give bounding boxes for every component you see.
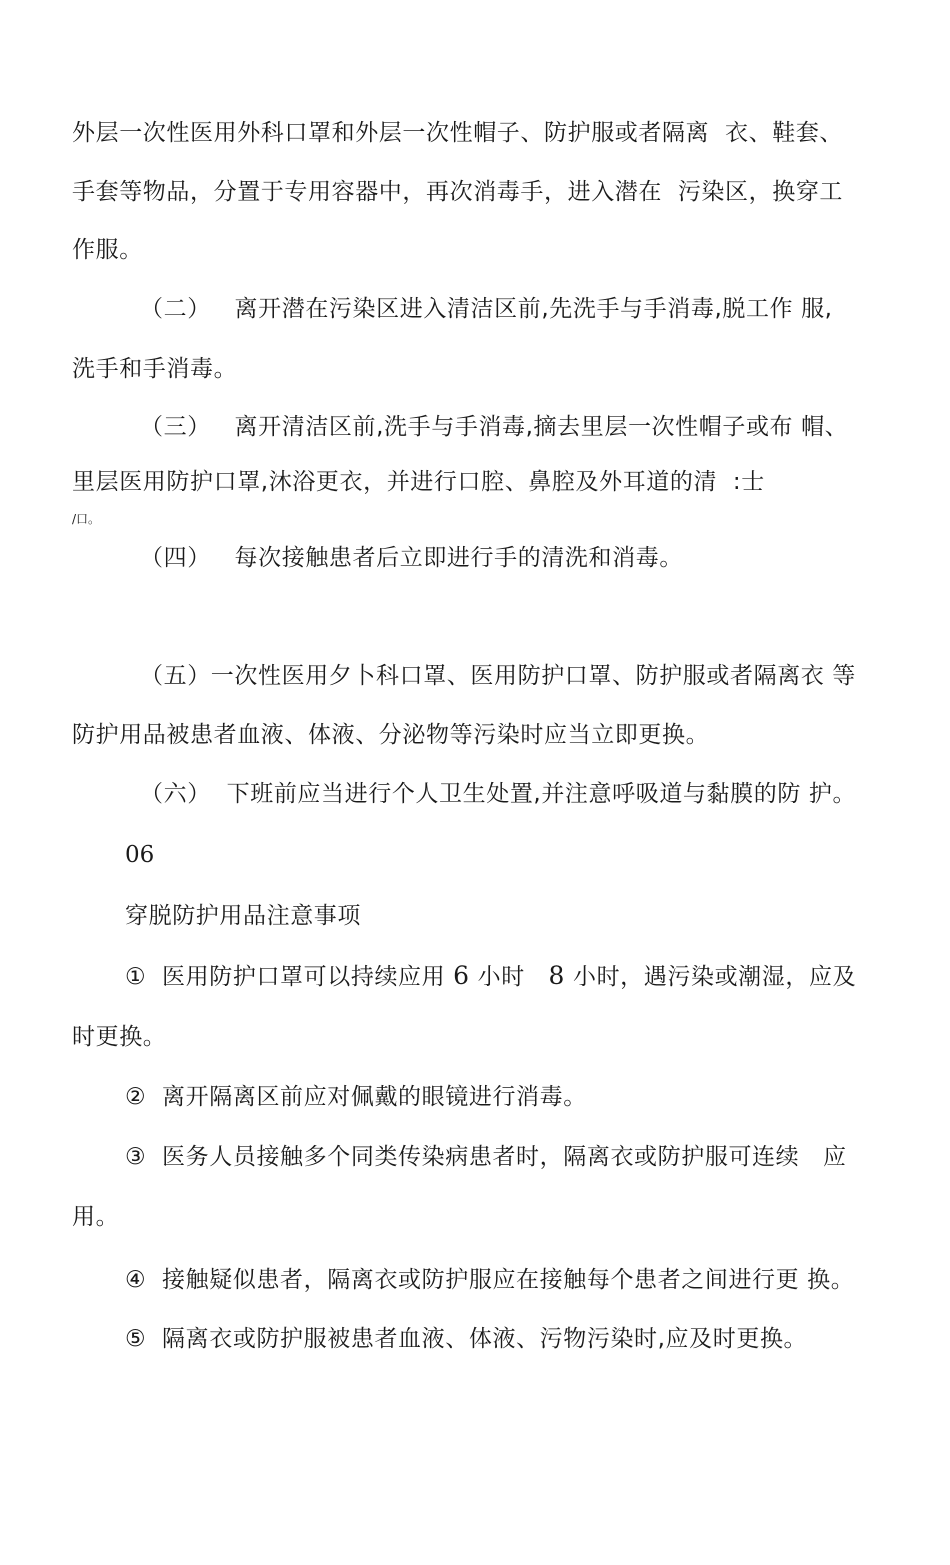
paragraph-2-line-1: （二） 离开潜在污染区进入清洁区前,先洗手与手消毒,脱工作 服, [140, 296, 833, 322]
note-1-line-1 [125, 961, 856, 991]
note-3-line-1: ③ 医务人员接触多个同类传染病患者时，隔离衣或防护服可连续 应 [125, 1144, 847, 1170]
note-1-text-b: 小时 [477, 964, 525, 990]
paragraph-5-line-1: （五）一次性医用夕卜科口罩、医用防护口罩、防护服或者隔离衣 等 [140, 663, 856, 689]
note-1-text-a: ① 医用防护口罩可以持续应用 [125, 964, 446, 990]
note-4-line-1: ④ 接触疑似患者，隔离衣或防护服应在接触每个患者之间进行更 换。 [125, 1267, 855, 1293]
note-5-line-1: ⑤ 隔离衣或防护服被患者血液、体液、污物污染时,应及时更换。 [125, 1326, 808, 1352]
paragraph-1-line-2: 手套等物品，分置于专用容器中，再次消毒手，进入潜在 污染区，换穿工 [72, 179, 844, 205]
paragraph-1-line-1: 外层一次性医用外科口罩和外层一次性帽子、防护服或者隔离 衣、鞋套、 [72, 120, 844, 146]
paragraph-4-line-1: （四） 每次接触患者后立即进行手的清洗和消毒。 [140, 545, 683, 571]
paragraph-6-line-1: （六） 下班前应当进行个人卫生处置,并注意呼吸道与黏膜的防 护。 [140, 781, 857, 807]
paragraph-3-line-2: 里层医用防护口罩,沐浴更衣，并进行口腔、鼻腔及外耳道的清 :士 [72, 469, 765, 495]
note-1-number-6: 6 [453, 961, 470, 990]
note-1-line-2: 时更换。 [72, 1024, 167, 1050]
note-3-line-2: 用。 [72, 1204, 120, 1230]
paragraph-3-line-1: （三） 离开清洁区前,洗手与手消毒,摘去里层一次性帽子或布 帽、 [140, 414, 849, 440]
section-title: 穿脱防护用品注意事项 [125, 903, 361, 929]
note-2-line-1: ② 离开隔离区前应对佩戴的眼镜进行消毒。 [125, 1084, 587, 1110]
paragraph-5-line-2: 防护用品被患者血液、体液、分泌物等污染时应当立即更换。 [72, 722, 710, 748]
note-1-number-8: 8 [548, 961, 566, 990]
paragraph-1-line-3: 作服。 [72, 237, 143, 263]
note-1-text-c: 小时，遇污染或潮湿，应及 [572, 964, 857, 990]
paragraph-2-line-2: 洗手和手消毒。 [72, 356, 238, 382]
section-number: 06 [125, 842, 155, 868]
paragraph-3-line-3: /口。 [72, 512, 101, 526]
